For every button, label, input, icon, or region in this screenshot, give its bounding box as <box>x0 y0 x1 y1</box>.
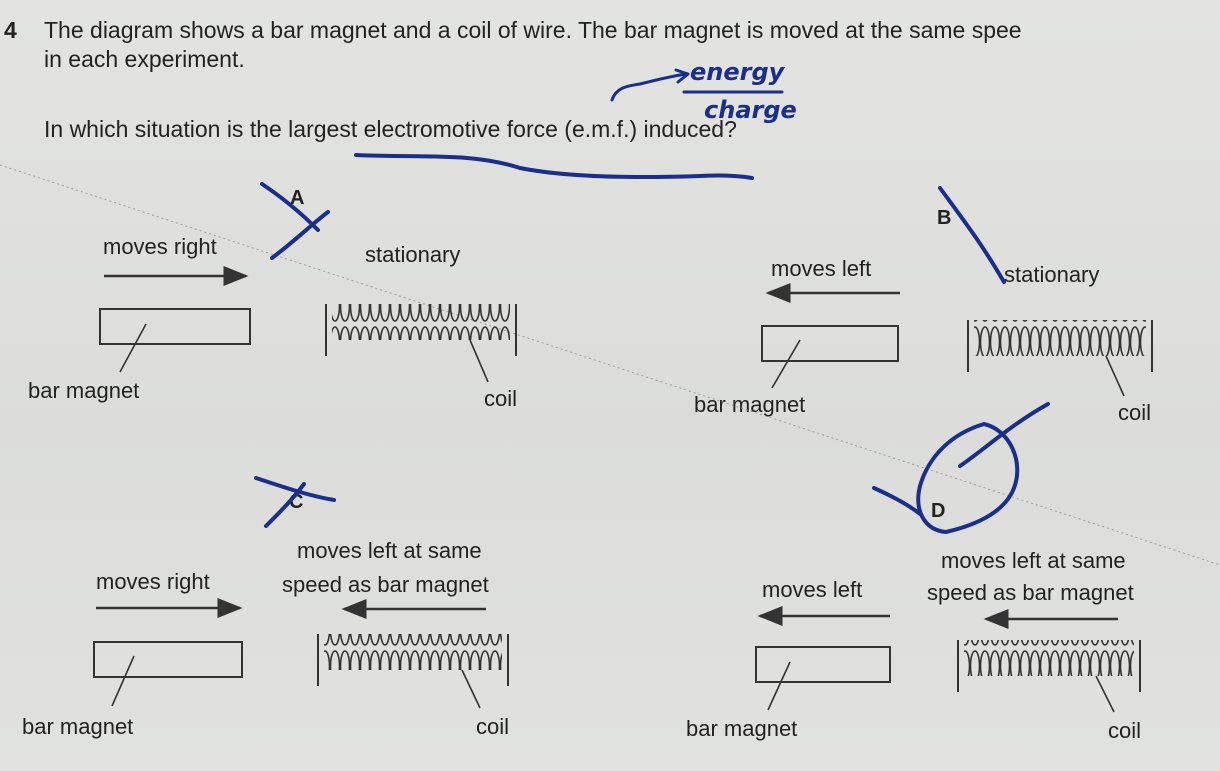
option-a-coil <box>332 304 510 340</box>
question-number: 4 <box>4 17 17 43</box>
option-d-magnet-motion: moves left <box>762 577 863 602</box>
option-b-coil-label: coil <box>1118 400 1152 425</box>
ink-cross-a-2 <box>272 212 328 258</box>
option-b-magnet-leader <box>772 340 800 388</box>
option-a-coil-leader <box>470 340 488 382</box>
option-d-magnet-leader <box>768 662 790 710</box>
option-b-magnet-label: bar magnet <box>694 392 806 417</box>
option-d-coil-motion-line2: speed as bar magnet <box>927 580 1134 605</box>
option-a-magnet-label: bar magnet <box>28 378 140 403</box>
question-prompt: In which situation is the largest electromotive force (e.m.f.) induced? <box>44 116 737 142</box>
option-c-coil <box>324 634 502 670</box>
option-a-coil-motion: stationary <box>365 242 461 267</box>
crease-line <box>0 165 1220 565</box>
option-a-letter[interactable]: A <box>290 187 305 209</box>
option-d-bar-magnet <box>756 647 890 682</box>
option-b-magnet-motion: moves left <box>771 256 872 281</box>
option-b-coil-leader <box>1106 356 1124 396</box>
ink-stroke-b <box>940 188 1004 282</box>
option-c-coil-leader <box>462 670 480 708</box>
option-a-diagram <box>100 276 516 382</box>
question-stem-line1: The diagram shows a bar magnet and a coil of wire. The bar magnet is moved at the same spee <box>44 17 1022 43</box>
handwritten-charge: charge <box>704 96 797 124</box>
option-d-coil <box>964 640 1134 676</box>
option-d-coil-label: coil <box>1108 718 1142 743</box>
option-a-bar-magnet <box>100 309 250 344</box>
option-b-coil-motion: stationary <box>1004 262 1100 287</box>
question-stem-line2: in each experiment. <box>44 46 245 72</box>
option-b-letter[interactable]: B <box>937 207 952 229</box>
ink-circle-d <box>918 424 1017 532</box>
option-c-coil-motion-line2: speed as bar magnet <box>282 572 489 597</box>
option-d-letter[interactable]: D <box>931 500 946 522</box>
ink-stroke-d-1 <box>960 404 1048 466</box>
option-c-magnet-motion: moves right <box>96 569 210 594</box>
option-c-diagram <box>94 608 508 708</box>
option-a-coil-label: coil <box>484 386 518 411</box>
option-d-coil-motion-line1: moves left at same <box>941 548 1126 573</box>
option-b-diagram <box>762 293 1152 396</box>
ink-stroke-d-2 <box>874 488 920 514</box>
option-a-magnet-motion: moves right <box>103 234 217 259</box>
ink-underline <box>356 155 752 178</box>
option-d-coil-leader <box>1096 676 1114 712</box>
ink-cross-a-1 <box>262 184 318 230</box>
option-d-diagram <box>756 616 1140 712</box>
option-c-bar-magnet <box>94 642 242 677</box>
ink-cross-c-2 <box>266 484 304 526</box>
option-b-coil <box>974 320 1146 356</box>
ink-curved-arrow <box>612 74 686 100</box>
option-c-magnet-label: bar magnet <box>22 714 134 739</box>
option-c-coil-motion-line1: moves left at same <box>297 538 482 563</box>
option-d-magnet-label: bar magnet <box>686 716 798 741</box>
option-c-letter[interactable]: C <box>289 491 304 513</box>
option-a-magnet-leader <box>120 324 146 372</box>
option-c-magnet-leader <box>112 656 134 706</box>
handwritten-energy: energy <box>690 58 785 86</box>
option-b-bar-magnet <box>762 326 898 361</box>
option-c-coil-label: coil <box>476 714 510 739</box>
